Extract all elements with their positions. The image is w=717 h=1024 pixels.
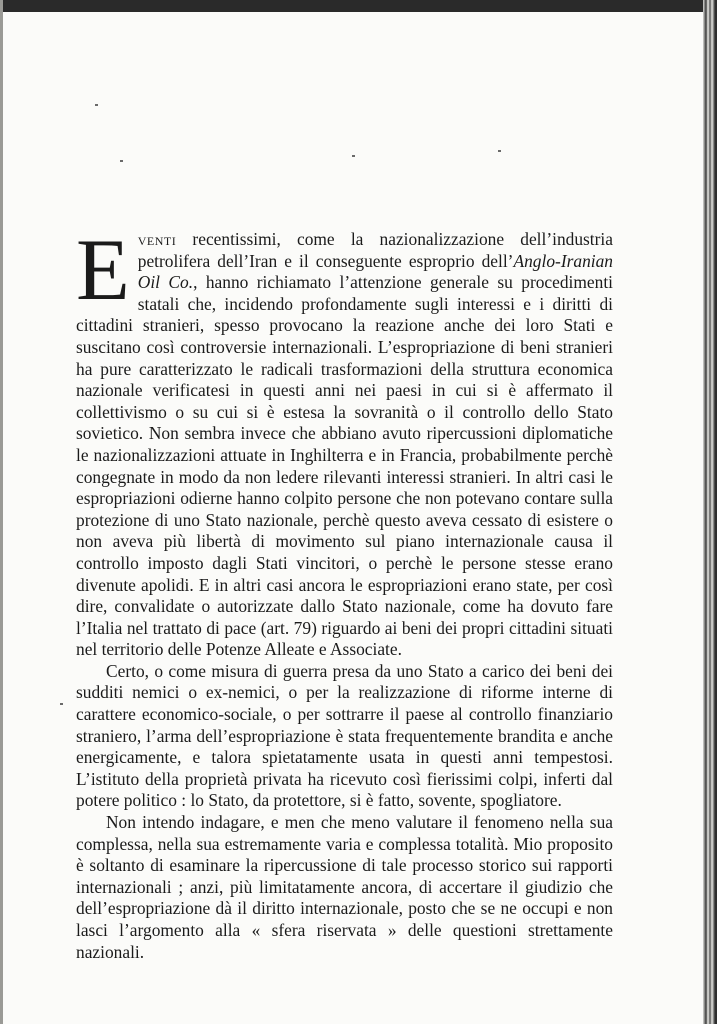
document-body <box>76 222 613 963</box>
scan-speck <box>352 155 355 157</box>
scan-top-border <box>0 0 717 12</box>
scan-speck <box>498 150 501 152</box>
book-spine-edge <box>703 0 717 1024</box>
paragraph-1 <box>76 222 613 661</box>
paragraph-2: Certo, o come misura di guerra presa da uno Stato a carico dei beni dei sudditi nemici o ex-nemici, o per la realizzazione di riforme interne di carattere economico-sociale, o per sottrarre il paese al controllo finanziario straniero, l’arma dell’espropriazione è stata frequentemente brandita e anche energicamente, e talora spietatamente usata in questi anni tempestosi. L’istituto della proprietà privata ha ricevuto così fierissimi colpi, inferti dal potere politico : lo Stato, da protettore, si è fatto, sovente, spogliatore. <box>76 660 613 811</box>
opening-smallcaps: venti <box>137 229 177 249</box>
paragraph-1-text-b: , hanno richiamato l’attenzione generale su procedimenti statali che, incidendo profondamente sugli interessi e i diritti di cittadini stranieri, spesso provocano la reazione anche dei loro Stati e suscitano così controversie internazionali. L’espropriazione di beni stranieri ha pure caratterizzato le radicali trasformazioni della struttura economica nazionale verificatesi in questi anni nei paesi in cui si è affermato il collettivismo o su cui si è estesa la sovranità o il controllo dello Stato sovietico. Non sembra invece che abbiano avuto ripercussioni diplomatiche le nazionalizzazioni attuate in Inghilterra e in Francia, probabilmente perchè congegnate in modo da non ledere rilevanti interessi stranieri. In altri casi le espropriazioni odierne hanno colpito persone che non potevano contare sulla protezione di uno Stato nazionale, perchè questo aveva cessato di esistere o non aveva più libertà di movimento sul piano internazionale causa il controllo imposto dagli Stati vincitori, o perchè le persone stesse erano divenute apolidi. E in altri casi ancora le espropriazioni erano state, per così dire, convalidate o autorizzate dallo Stato nazionale, come ha dovuto fare l’Italia nel trattato di pace (art. 79) riguardo ai beni dei propri cittadini situati nel territorio delle Potenze Alleate e Associate. <box>76 272 613 660</box>
scan-speck <box>60 703 63 705</box>
company-name-italic: Anglo-Iranian Oil Co. <box>137 250 613 293</box>
paragraph-1-text-a: recentissimi, come la nazionalizzazione dell’industria petrolifera dell’Iran e il conseguente esproprio dell’ <box>137 229 613 271</box>
scan-speck <box>95 104 98 106</box>
page-left-edge <box>0 0 3 1024</box>
drop-cap: E <box>76 222 130 319</box>
scan-speck <box>120 160 123 162</box>
paragraph-3: Non intendo indagare, e men che meno valutare il fenomeno nella sua complessa, nella sua estremamente varia e complessa totalità. Mio proposito è soltanto di esaminare la ripercussione di tale processo storico sui rapporti internazionali ; anzi, più limitatamente ancora, di accertare il giudizio che dell’espropriazione dà il diritto internazionale, posto che se ne occupi e non lasci l’argomento alla « sfera riservata » delle questioni strettamente nazionali. <box>76 812 613 962</box>
